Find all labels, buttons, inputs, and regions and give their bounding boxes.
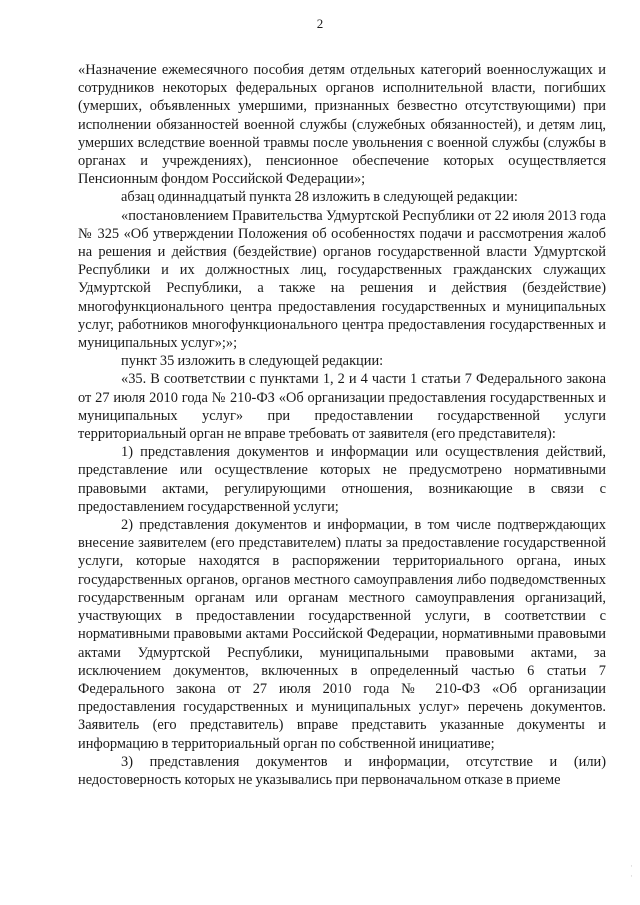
paragraph-subitem-1: 1) представления документов и информации или осуществления действий, представление или осуществление которых не предусмотрено нормативными правовыми актами, регулирующими отношения, возникающие в связи с предоставлением государственной услуги;	[78, 444, 606, 515]
page-number: 2	[316, 16, 324, 31]
paragraph-amend-28: абзац одиннадцатый пункта 28 изложить в следующей редакции:	[121, 189, 518, 206]
paragraph-resolution-325: «постановлением Правительства Удмуртской Республики от 22 июля 2013 года № 325 «Об утверждении Положения об особенностях подачи и рассмотрения жалоб на решения и действия (бездействие) органов государственной власти Удмуртской Республики и их должностных лиц, государственных гражданских служащих Удмуртской Республики, а также на решения и действия (бездействие) многофункционального центра предоставления государственных и муниципальных услуг, работников многофункционального центра предоставления государственных и муниципальных услуг»;»;	[78, 207, 606, 352]
paragraph-item-35: «35. В соответствии с пунктами 1, 2 и 4 части 1 статьи 7 Федерального закона от 27 июля 2010 года № 210-ФЗ «Об организации предоставления государственных и муниципальных услуг» при предоставлении государственной услуги территориальный орган не вправе требовать от заявителя (его представителя):	[78, 371, 606, 443]
paragraph-amend-35: пункт 35 изложить в следующей редакции:	[121, 353, 384, 370]
paragraph-subitem-3: 3) представления документов и информации, отсутствие и (или) недостоверность которых не указывались при первоначальном отказе в приеме	[78, 753, 606, 788]
scan-speck: · ·	[630, 861, 633, 881]
document-body	[78, 61, 606, 789]
paragraph-benefit-name: «Назначение ежемесячного пособия детям отдельных категорий военнослужащих и сотрудников некоторых федеральных органов исполнительной власти, погибших (умерших, объявленных умершими, признанных безвестно отсутствующими) при исполнении обязанностей военной службы (служебных обязанностей), и детям лиц, умерших вследствие военной травмы после увольнения с военной службы (службы в органах и учреждениях), пенсионное обеспечение которых осуществляется Пенсионным фондом Российской Федерации»;	[78, 62, 606, 188]
paragraph-subitem-2: 2) представления документов и информации, в том числе подтверждающих внесение заявителем (его представителем) платы за предоставление государственной услуги, которые находятся в распоряжении территориального органа, иных государственных органов, органов местного самоуправления либо подведомственных государственным органам или органам местного самоуправления организаций, участвующих в предоставлении государственной услуги, в соответствии с нормативными правовыми актами Российской Федерации, нормативными правовыми актами Удмуртской Республики, муниципальными правовыми актами, за исключением документов, включенных в определенный частью 6 статьи 7 Федерального закона от 27 июля 2010 года № 210-ФЗ «Об организации предоставления государственных и муниципальных услуг» перечень документов. Заявитель (его представитель) вправе представить указанные документы и информацию в территориальный орган по собственной инициативе;	[78, 517, 606, 752]
